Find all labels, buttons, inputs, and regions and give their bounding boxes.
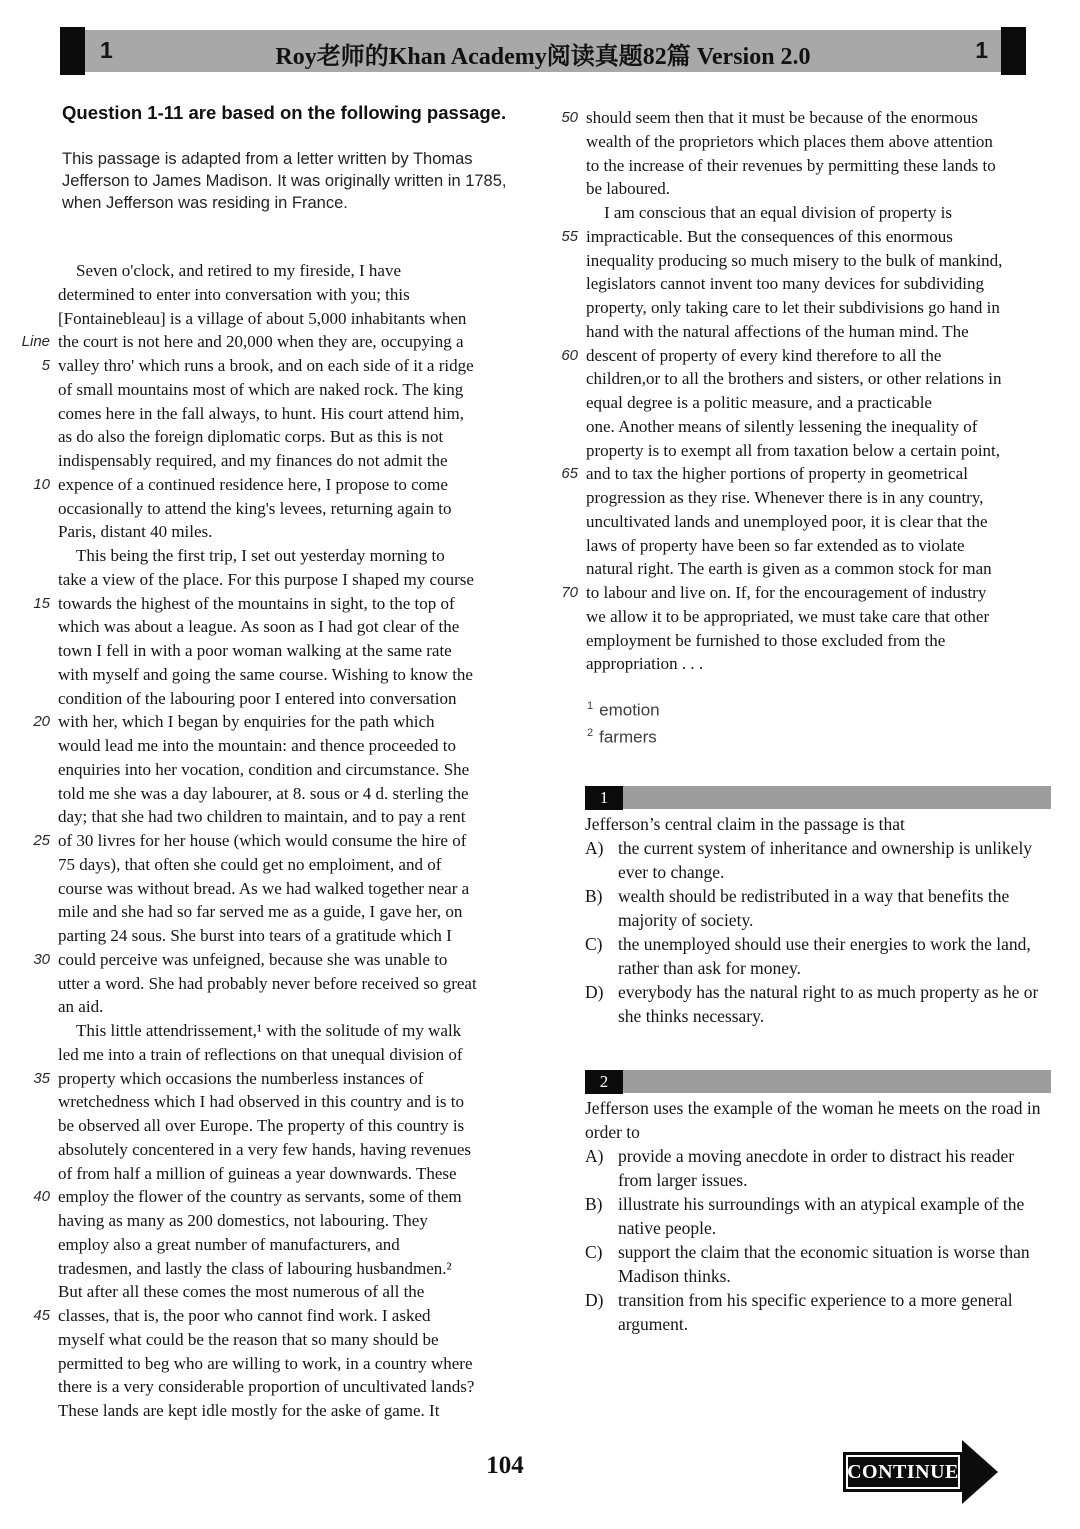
line-number: 70 [561, 584, 578, 601]
line-number [548, 391, 578, 415]
passage-line [548, 249, 1076, 273]
line-number: 5 [41, 357, 50, 374]
choice-text: everybody has the natural right to as much property as he or she thinks necessary. [618, 982, 1039, 1026]
passage-line [16, 259, 550, 283]
line-number [16, 568, 50, 592]
passage-text-line: with myself and going the same course. Wishing to know the [58, 664, 473, 684]
passage-line [16, 330, 550, 354]
passage-line [16, 378, 550, 402]
choice-letter: D) [585, 1290, 604, 1310]
source-note-line: when Jefferson was residing in France. [62, 194, 348, 212]
choice-text: transition from his specific experience to a more general argument. [618, 1290, 1013, 1334]
passage-text-line: day; that she had two children to maintain, and to pay a rent [58, 807, 466, 827]
passage-text-line: towards the highest of the mountains in sight, to the top of [58, 593, 455, 613]
passage-text-line: But after all these comes the most numerous of all the [58, 1282, 425, 1302]
passage-text-line: of small mountains most of which are naked rock. The king [58, 379, 464, 399]
passage-text-line: Paris, distant 40 miles. [58, 522, 213, 542]
choice-row-d [585, 980, 1051, 1028]
passage-text-line: course was without bread. As we had walked together near a [58, 878, 470, 898]
passage-column-right [548, 106, 1076, 676]
footnote-marker: 2 [587, 726, 594, 739]
passage-line [548, 391, 1076, 415]
question-number-band [585, 1070, 1051, 1093]
passage-text-line: absolutely concentered in a very few hands, having revenues [58, 1139, 472, 1159]
passage-line [16, 1114, 550, 1138]
line-number [548, 510, 578, 534]
passage-line [548, 581, 1076, 605]
passage-text-line: myself what could be the reason that so many should be [58, 1329, 439, 1349]
line-number [16, 1257, 50, 1281]
question-number-box: 1 [585, 786, 623, 810]
line-number [548, 486, 578, 510]
passage-line [16, 877, 550, 901]
footnotes [587, 695, 660, 748]
passage-line [16, 1304, 550, 1328]
passage-text-line: inequality producing so much misery to the bulk of mankind, [586, 250, 1003, 270]
line-number: 30 [33, 950, 50, 968]
line-number [16, 1399, 50, 1423]
passage-text-line: [Fontainebleau] is a village of about 5,000 inhabitants when [58, 308, 467, 328]
section-number-left: 1 [100, 37, 113, 63]
line-number [548, 367, 578, 391]
passage-text-line: occasionally to attend the king's levees, returning again to [58, 498, 452, 518]
choice-row-a [585, 836, 1051, 884]
line-number: 55 [561, 227, 578, 245]
header-bar [60, 30, 1026, 72]
passage-line [16, 615, 550, 639]
passage-intro [62, 102, 548, 214]
line-number [16, 1138, 50, 1162]
passage-line [16, 1090, 550, 1114]
choice-letter: A) [585, 838, 604, 858]
passage-text-line: property, only taking care to let their subdivisions go hand in [586, 298, 1000, 317]
passage-text-line: would lead me into the mountain: and thence proceeded to [58, 736, 456, 755]
footnote-text: emotion [599, 700, 660, 720]
passage-line [16, 1185, 550, 1209]
line-number [548, 439, 578, 463]
line-number [16, 639, 50, 663]
line-number [548, 605, 578, 629]
passage-text-line: town I fell in with a poor woman walking at the same rate [58, 641, 452, 660]
choice-letter: D) [585, 982, 604, 1002]
passage-line [16, 402, 550, 426]
choice-letter: B) [585, 886, 603, 906]
passage-line [548, 201, 1076, 225]
passage-line [16, 639, 550, 663]
passage-text-line: parting 24 sous. She burst into tears of a gratitude which I [58, 926, 452, 945]
question-stem: Jefferson’s central claim in the passage is that [585, 814, 905, 834]
line-number [548, 177, 578, 201]
passage-line [16, 1352, 550, 1376]
passage-line [548, 272, 1076, 296]
passage-source-note [62, 148, 548, 214]
line-number [548, 130, 578, 154]
passage-line [548, 605, 1076, 629]
passage-line [548, 177, 1076, 201]
line-number [16, 425, 50, 449]
choice-row-d [585, 1288, 1051, 1336]
line-number [16, 805, 50, 829]
passage-text-line: employ the flower of the country as servants, some of them [58, 1187, 462, 1207]
line-number: 35 [33, 1069, 50, 1087]
question-2-section [585, 1070, 1051, 1336]
passage-text-line: equal degree is a politic measure, and a practicable [586, 393, 932, 412]
passage-line [548, 296, 1076, 320]
choice-row-a [585, 1144, 1051, 1192]
passage-line [548, 344, 1076, 368]
passage-line [16, 1138, 550, 1162]
question-stem: Jefferson uses the example of the woman he meets on the road in order to [585, 1098, 1041, 1142]
line-number [16, 378, 50, 402]
passage-text-line: which was about a league. As soon as I had got clear of the [58, 617, 460, 637]
section-number-right: 1 [975, 37, 988, 63]
passage-text-line: 75 days), that often she could get no emploiment, and of [58, 854, 442, 874]
line-number [16, 1043, 50, 1067]
passage-text-line: led me into a train of reflections on that unequal division of [58, 1044, 463, 1064]
line-number [16, 1209, 50, 1233]
passage-line [548, 415, 1076, 439]
passage-text-line: of from half a million of guineas a year downwards. These [58, 1163, 457, 1183]
line-number [548, 557, 578, 581]
passage-text-line: as do also the foreign diplomatic corps. But as this is not [58, 427, 444, 447]
passage-text-line: wretchedness which I had observed in this country and is to [58, 1092, 465, 1112]
passage-line [16, 1209, 550, 1233]
passage-line [16, 1257, 550, 1281]
line-number [548, 652, 578, 676]
passage-line [16, 734, 550, 758]
passage-text-line: uncultivated lands and unemployed poor, it is clear that the [586, 511, 988, 531]
line-number [16, 687, 50, 711]
passage-line [16, 782, 550, 806]
passage-line [16, 853, 550, 877]
line-number [548, 249, 578, 273]
passage-text-line: could perceive was unfeigned, because she was unable to [58, 949, 448, 969]
passage-text-line: employment be furnished to those excluded from the [586, 630, 946, 650]
passage-line [16, 924, 550, 948]
line-number [16, 1162, 50, 1186]
passage-line [16, 710, 550, 734]
line-number [16, 1280, 50, 1304]
passage-text-line: enquiries into her vocation, condition and circumstance. She [58, 759, 470, 779]
passage-text-line: utter a word. She had probably never before received so great [58, 973, 477, 993]
passage-text-line: condition of the labouring poor I entered into conversation [58, 688, 457, 708]
passage-line [16, 1375, 550, 1399]
line-number [16, 877, 50, 901]
footnote-marker: 1 [587, 700, 594, 712]
passage-line [16, 972, 550, 996]
passage-text-line: to the increase of their revenues by permitting these lands to [586, 155, 996, 175]
passage-column-left [16, 259, 550, 1423]
line-number [16, 972, 50, 996]
passage-text-line: should seem then that it must be because of the enormous [586, 108, 978, 127]
passage-text-line: These lands are kept idle mostly for the aske of game. It [58, 1401, 440, 1420]
passage-text-line: with her, which I began by enquiries for the path which [58, 712, 435, 732]
passage-text-line: the court is not here and 20,000 when they are, occupying a [58, 332, 464, 352]
footnote-text: farmers [599, 727, 657, 747]
passage-line [548, 557, 1076, 581]
line-number: Line [21, 333, 50, 351]
line-number: 25 [33, 832, 50, 849]
document-title: Roy老师的Khan Academy阅读真题82篇 Version 2.0 [275, 44, 811, 70]
passage-text-line: we allow it to be appropriated, we must take care that other [586, 606, 990, 626]
passage-line [16, 520, 550, 544]
passage-line [16, 497, 550, 521]
line-number [16, 402, 50, 426]
passage-line [16, 1019, 550, 1043]
passage-text-line: be observed all over Europe. The property of this country is [58, 1116, 465, 1135]
passage-line [548, 367, 1076, 391]
line-number [16, 1114, 50, 1138]
passage-line [548, 225, 1076, 249]
passage-line [16, 1162, 550, 1186]
line-number [16, 1328, 50, 1352]
choice-text: provide a moving anecdote in order to distract his reader from larger issues. [618, 1146, 1015, 1190]
line-number [16, 520, 50, 544]
passage-line [16, 592, 550, 616]
line-number [16, 449, 50, 473]
passage-text-line: take a view of the place. For this purpose I shaped my course [58, 569, 474, 589]
choice-text: the unemployed should use their energies to work the land, rather than ask for money. [618, 934, 1031, 978]
passage-text-line: tradesmen, and lastly the class of labouring husbandmen.² [58, 1258, 452, 1278]
passage-text-line: be laboured. [586, 179, 671, 199]
passage-text-line: permitted to beg who are willing to work, in a country where [58, 1353, 473, 1373]
line-number [548, 272, 578, 296]
line-number: 60 [561, 346, 578, 364]
continue-arrow-icon [962, 1440, 998, 1504]
passage-line [16, 1233, 550, 1257]
choice-text: wealth should be redistributed in a way that benefits the majority of society. [618, 886, 1010, 930]
line-number [16, 307, 50, 331]
passage-line [16, 307, 550, 331]
passage-line [16, 568, 550, 592]
passage-text-line: descent of property of every kind therefore to all the [586, 345, 942, 365]
passage-line [16, 995, 550, 1019]
passage-text-line: wealth of the proprietors which places them above attention [586, 131, 993, 151]
passage-line [16, 829, 550, 853]
line-number: 40 [33, 1188, 50, 1206]
passage-line [16, 663, 550, 687]
choice-letter: A) [585, 1146, 604, 1166]
line-number [548, 415, 578, 439]
passage-text-line: told me she was a day labourer, at 8. sous or 4 d. sterling the [58, 783, 469, 803]
line-number [16, 283, 50, 307]
passage-line [16, 948, 550, 972]
passage-line [548, 462, 1076, 486]
choice-text: the current system of inheritance and ownership is unlikely ever to change. [618, 838, 1033, 882]
question-1-section [585, 786, 1051, 1028]
line-number [548, 320, 578, 344]
passage-line [16, 425, 550, 449]
passage-text-line: one. Another means of silently lessening the inequality of [586, 416, 978, 436]
line-number [16, 782, 50, 806]
choice-row-b [585, 1192, 1051, 1240]
passage-line [16, 473, 550, 497]
passage-line [548, 439, 1076, 463]
passage-text-line: natural right. The earth is given as a common stock for man [586, 559, 992, 579]
passage-text-line: expence of a continued residence here, I propose to come [58, 474, 448, 494]
line-number [16, 259, 50, 283]
choice-letter: C) [585, 1242, 603, 1262]
page-number: 104 [486, 1452, 524, 1479]
passage-line [548, 534, 1076, 558]
passage-text-line: and to tax the higher portions of property in geometrical [586, 464, 968, 484]
line-number [16, 853, 50, 877]
continue-label: CONTINUE [843, 1452, 963, 1492]
passage-text-line: This being the first trip, I set out yesterday morning to [76, 546, 445, 565]
question-number-band [585, 786, 1051, 809]
line-number [16, 1233, 50, 1257]
choice-row-b [585, 884, 1051, 932]
line-number [548, 629, 578, 653]
line-number: 65 [561, 465, 578, 483]
line-number [16, 924, 50, 948]
passage-text-line: Seven o'clock, and retired to my fireside, I have [76, 261, 402, 280]
passage-line [16, 354, 550, 378]
line-number [548, 534, 578, 558]
footnote [587, 722, 660, 749]
passage-line [16, 1067, 550, 1091]
source-note-line: This passage is adapted from a letter written by Thomas [62, 150, 473, 168]
passage-text-line: laws of property have been so far extended as to violate [586, 535, 965, 555]
passage-text-line: appropriation . . . [586, 654, 704, 674]
passage-text-line: This little attendrissement,¹ with the solitude of my walk [76, 1021, 462, 1040]
passage-line [16, 687, 550, 711]
passage-text-line: to labour and live on. If, for the encouragement of industry [586, 583, 987, 602]
passage-text-line: employ also a great number of manufacturers, and [58, 1234, 400, 1254]
line-number: 45 [33, 1307, 50, 1324]
line-number [16, 1375, 50, 1399]
line-number [548, 154, 578, 178]
passage-line [16, 805, 550, 829]
passage-text-line: impracticable. But the consequences of this enormous [586, 226, 953, 246]
passage-line [16, 449, 550, 473]
passage-line [16, 900, 550, 924]
passage-line [548, 154, 1076, 178]
line-number [16, 734, 50, 758]
line-number: 50 [561, 109, 578, 126]
passage-line [16, 1043, 550, 1067]
line-number [16, 758, 50, 782]
passage-text-line: an aid. [58, 997, 104, 1017]
passage-text-line: progression as they rise. Whenever there is in any country, [586, 488, 984, 507]
line-number [16, 900, 50, 924]
passage-text-line: indispensably required, and my finances do not admit the [58, 451, 448, 470]
passage-line [548, 510, 1076, 534]
line-number [16, 1090, 50, 1114]
passage-line [16, 283, 550, 307]
passage-text-line: legislators cannot invent too many devices for subdividing [586, 274, 985, 294]
passage-line [548, 130, 1076, 154]
passage-text-line: of 30 livres for her house (which would consume the hire of [58, 831, 467, 850]
passage-text-line: I am conscious that an equal division of property is [604, 203, 952, 222]
passage-text-line: children,or to all the brothers and sisters, or other relations in [586, 369, 1002, 389]
line-number [16, 1352, 50, 1376]
passage-text-line: having as many as 200 domestics, not labouring. They [58, 1211, 428, 1230]
passage-line [16, 1328, 550, 1352]
line-number [16, 1019, 50, 1043]
line-number: 10 [33, 475, 50, 493]
choice-text: illustrate his surroundings with an atypical example of the native people. [618, 1194, 1025, 1238]
line-number [16, 663, 50, 687]
continue-button[interactable] [843, 1440, 998, 1504]
choice-letter: C) [585, 934, 603, 954]
passage-line [16, 758, 550, 782]
line-number [548, 201, 578, 225]
choice-text: support the claim that the economic situation is worse than Madison thinks. [618, 1242, 1030, 1286]
passage-text-line: property which occasions the numberless instances of [58, 1068, 424, 1088]
passage-text-line: hand with the natural affections of the human mind. The [586, 321, 969, 341]
passage-line [548, 320, 1076, 344]
line-number: 15 [33, 594, 50, 612]
passage-line [16, 544, 550, 568]
passage-text-line: property is to exempt all from taxation below a certain point, [586, 440, 1001, 460]
line-number: 20 [33, 713, 50, 731]
line-number [16, 615, 50, 639]
passage-text-line: determined to enter into conversation with you; this [58, 284, 410, 304]
footnote [587, 695, 660, 722]
passage-line [548, 652, 1076, 676]
source-note-line: Jefferson to James Madison. It was originally written in 1785, [62, 172, 507, 190]
passage-line [548, 486, 1076, 510]
passage-text-line: there is a very considerable proportion of uncultivated lands? [58, 1377, 475, 1397]
passage-line [548, 106, 1076, 130]
passage-text-line: comes here in the fall always, to hunt. His court attend him, [58, 403, 465, 423]
line-number [16, 544, 50, 568]
choice-row-c [585, 1240, 1051, 1288]
line-number [16, 497, 50, 521]
choice-row-c [585, 932, 1051, 980]
passage-text-line: classes, that is, the poor who cannot find work. I asked [58, 1306, 431, 1325]
passage-line [16, 1399, 550, 1423]
line-number [16, 995, 50, 1019]
passage-text-line: valley thro' which runs a brook, and on each side of it a ridge [58, 356, 474, 375]
question-number-box: 2 [585, 1070, 623, 1094]
passage-line [16, 1280, 550, 1304]
passage-text-line: mile and she had so far served me as a guide, I gave her, on [58, 902, 463, 922]
line-number [548, 296, 578, 320]
passage-line [548, 629, 1076, 653]
choice-letter: B) [585, 1194, 603, 1214]
question-range-heading: Question 1-11 are based on the following passage. [62, 102, 507, 123]
